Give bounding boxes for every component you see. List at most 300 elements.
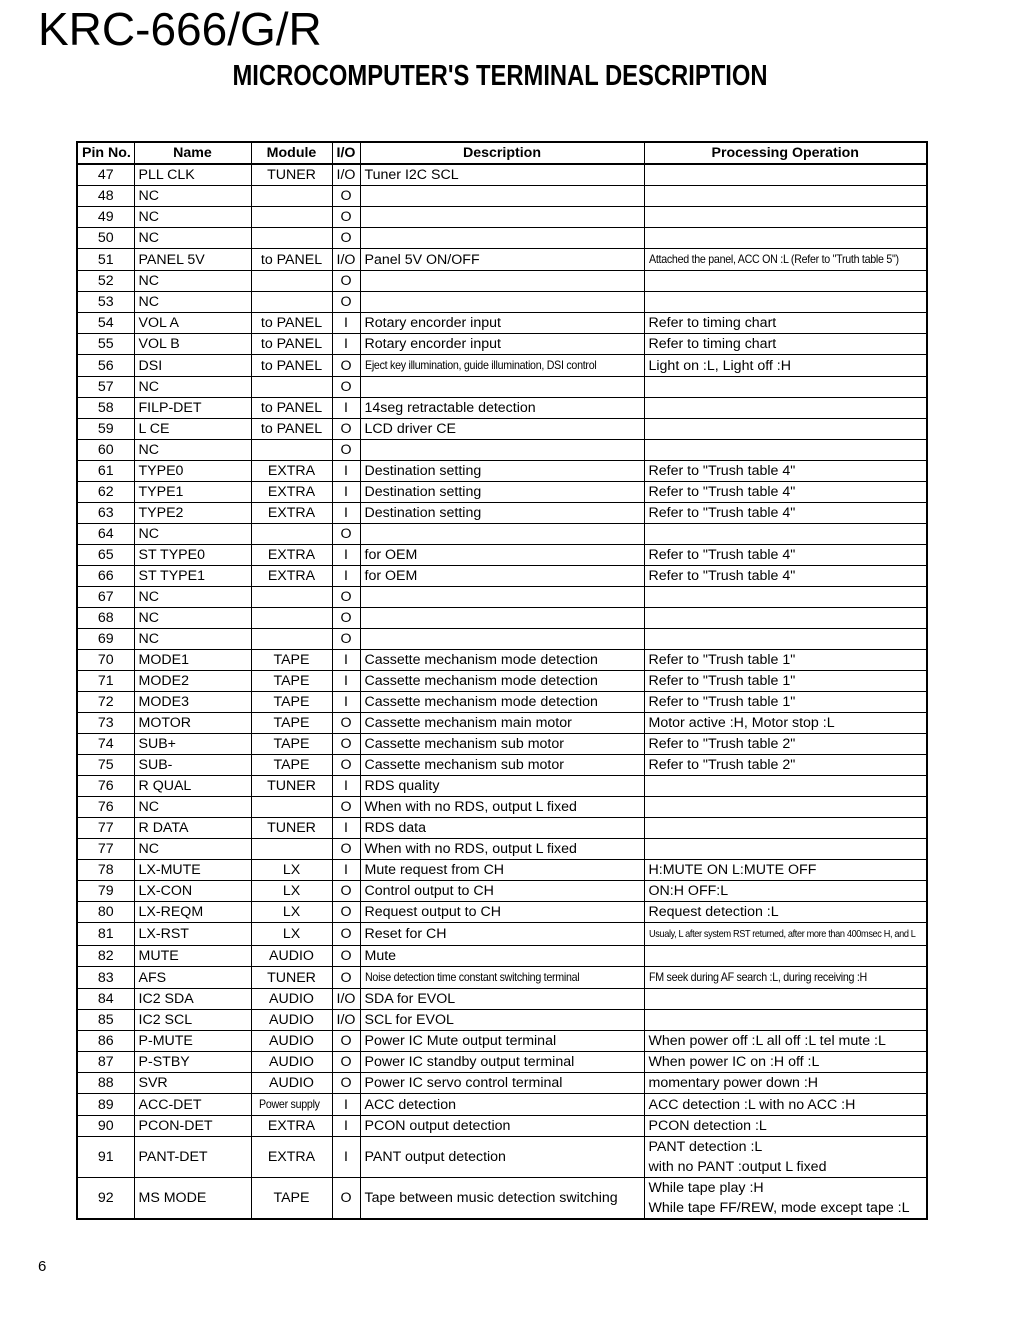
cell-name xyxy=(134,671,251,692)
cell-description xyxy=(360,629,644,650)
table-row xyxy=(77,1010,927,1031)
cell-name xyxy=(134,292,251,313)
cell-processing xyxy=(644,503,927,524)
cell-module xyxy=(251,818,332,839)
cell-io xyxy=(332,419,360,440)
cell-processing xyxy=(644,839,927,860)
cell-description xyxy=(360,419,644,440)
cell-module-text: LX xyxy=(282,862,301,878)
cell-processing xyxy=(644,629,927,650)
table-row xyxy=(77,1031,927,1052)
cell-name-text: IC2 SCL xyxy=(138,1012,193,1028)
cell-description-text: When with no RDS, output L fixed xyxy=(364,799,577,815)
cell-module-text: EXTRA xyxy=(267,547,316,563)
cell-io-text: O xyxy=(340,926,352,942)
cell-io xyxy=(332,860,360,881)
cell-description xyxy=(360,839,644,860)
cell-name xyxy=(134,989,251,1010)
cell-name-text: MODE3 xyxy=(138,694,189,710)
cell-io-text: O xyxy=(340,715,352,731)
table-row xyxy=(77,967,927,989)
cell-io xyxy=(332,186,360,207)
cell-module xyxy=(251,671,332,692)
cell-name-text: NC xyxy=(138,230,159,246)
cell-io-text: O xyxy=(340,526,352,542)
cell-pin-text: 83 xyxy=(97,969,114,986)
cell-io xyxy=(332,164,360,186)
model-title: KRC-666/G/R xyxy=(38,3,322,55)
table-row xyxy=(77,608,927,629)
cell-processing xyxy=(644,313,927,334)
cell-description xyxy=(360,818,644,839)
cell-description xyxy=(360,797,644,818)
cell-processing-text: ACC detection :L with no ACC :H xyxy=(648,1096,856,1113)
table-row xyxy=(77,776,927,797)
cell-name-text: NC xyxy=(138,273,159,289)
cell-name xyxy=(134,313,251,334)
cell-description-text: Noise detection time constant switching terminal xyxy=(364,971,579,984)
col-header-description: Description xyxy=(360,142,644,164)
cell-processing-text: Refer to "Trush table 4" xyxy=(648,505,796,521)
cell-pin-text: 73 xyxy=(97,715,114,731)
terminal-table xyxy=(76,141,928,1220)
cell-pin xyxy=(77,881,134,902)
cell-processing xyxy=(644,271,927,292)
cell-processing xyxy=(644,650,927,671)
cell-pin-text: 58 xyxy=(97,400,114,416)
table-row xyxy=(77,164,927,186)
cell-pin xyxy=(77,164,134,186)
cell-io xyxy=(332,207,360,228)
cell-processing xyxy=(644,398,927,419)
cell-io-text: I/O xyxy=(336,167,356,183)
cell-pin-text: 82 xyxy=(97,948,114,964)
cell-description xyxy=(360,1178,644,1220)
cell-processing-text: Refer to "Trush table 1" xyxy=(648,673,796,689)
cell-pin-text: 92 xyxy=(97,1190,114,1206)
col-header-processing: Processing Operation xyxy=(644,142,927,164)
cell-processing-text: When power off :L all off :L tel mute :L xyxy=(648,1033,886,1049)
cell-pin xyxy=(77,377,134,398)
cell-name xyxy=(134,967,251,989)
cell-description xyxy=(360,207,644,228)
cell-processing-text: Refer to "Trush table 4" xyxy=(648,484,796,500)
cell-name xyxy=(134,440,251,461)
cell-module xyxy=(251,755,332,776)
cell-name-text: SUB- xyxy=(138,757,173,773)
cell-processing-text: Motor active :H, Motor stop :L xyxy=(648,715,835,731)
cell-processing xyxy=(644,524,927,545)
cell-processing xyxy=(644,755,927,776)
table-row xyxy=(77,629,927,650)
cell-module xyxy=(251,545,332,566)
table-row xyxy=(77,650,927,671)
cell-io-text: O xyxy=(340,799,352,815)
cell-pin xyxy=(77,503,134,524)
cell-name xyxy=(134,713,251,734)
table-row xyxy=(77,377,927,398)
cell-pin xyxy=(77,692,134,713)
cell-io-text: O xyxy=(340,273,352,289)
cell-processing xyxy=(644,671,927,692)
cell-processing-text: FM seek during AF search :L, during receiving :H xyxy=(648,971,867,984)
cell-io-text: O xyxy=(340,736,352,752)
cell-processing-text: Refer to "Trush table 4" xyxy=(648,463,796,479)
table-header-row xyxy=(77,142,927,164)
cell-module xyxy=(251,1031,332,1052)
cell-io xyxy=(332,1031,360,1052)
cell-pin xyxy=(77,902,134,923)
cell-pin-text: 54 xyxy=(97,315,114,331)
table-row xyxy=(77,545,927,566)
cell-description xyxy=(360,377,644,398)
cell-io-text: I/O xyxy=(336,1012,356,1028)
cell-description-text: Reset for CH xyxy=(364,926,447,942)
cell-module-text: TAPE xyxy=(273,715,310,731)
cell-description-text: Mute xyxy=(364,948,397,964)
table-row xyxy=(77,860,927,881)
cell-processing xyxy=(644,461,927,482)
table-row xyxy=(77,461,927,482)
cell-pin xyxy=(77,545,134,566)
cell-pin xyxy=(77,860,134,881)
cell-description-text: Power IC Mute output terminal xyxy=(364,1033,557,1049)
table-row xyxy=(77,186,927,207)
cell-processing-line: While tape FF/REW, mode except tape :L xyxy=(648,1200,910,1216)
table-row xyxy=(77,587,927,608)
cell-pin xyxy=(77,734,134,755)
table-row xyxy=(77,524,927,545)
cell-pin-text: 77 xyxy=(97,841,114,857)
cell-pin xyxy=(77,207,134,228)
cell-processing xyxy=(644,186,927,207)
cell-name xyxy=(134,839,251,860)
cell-name-text: L CE xyxy=(138,421,170,437)
cell-pin-text: 61 xyxy=(97,463,114,479)
cell-processing xyxy=(644,776,927,797)
cell-module-text: to PANEL xyxy=(260,251,323,268)
cell-pin-text: 64 xyxy=(97,526,114,542)
cell-module-text: TAPE xyxy=(273,652,310,668)
cell-name-text: VOL A xyxy=(138,315,179,331)
cell-pin-text: 78 xyxy=(97,862,114,878)
cell-processing xyxy=(644,860,927,881)
cell-pin xyxy=(77,1137,134,1178)
cell-module-text: Power supply xyxy=(258,1098,320,1111)
cell-pin xyxy=(77,1052,134,1073)
cell-processing xyxy=(644,923,927,946)
table-row xyxy=(77,797,927,818)
cell-description-text: Mute request from CH xyxy=(364,862,505,878)
cell-pin xyxy=(77,713,134,734)
cell-name xyxy=(134,946,251,967)
cell-pin xyxy=(77,566,134,587)
cell-pin xyxy=(77,271,134,292)
cell-module xyxy=(251,440,332,461)
cell-processing-line: with no PANT :output L fixed xyxy=(648,1159,827,1175)
cell-description xyxy=(360,440,644,461)
cell-io xyxy=(332,271,360,292)
cell-description-text: Tuner I2C SCL xyxy=(364,167,459,183)
cell-name-text: DSI xyxy=(138,357,163,374)
cell-processing xyxy=(644,1010,927,1031)
cell-module xyxy=(251,334,332,355)
cell-name xyxy=(134,776,251,797)
cell-pin-text: 60 xyxy=(97,442,114,458)
cell-processing-text: Refer to "Trush table 2" xyxy=(648,736,796,752)
cell-name xyxy=(134,587,251,608)
cell-module xyxy=(251,1116,332,1137)
table-row xyxy=(77,713,927,734)
cell-name xyxy=(134,207,251,228)
cell-module-text: to PANEL xyxy=(260,421,323,437)
cell-description xyxy=(360,881,644,902)
cell-pin-text: 89 xyxy=(97,1096,114,1113)
cell-io xyxy=(332,608,360,629)
cell-io xyxy=(332,482,360,503)
cell-name-text: MOTOR xyxy=(138,715,192,731)
cell-description xyxy=(360,164,644,186)
cell-processing xyxy=(644,797,927,818)
cell-name xyxy=(134,692,251,713)
cell-description xyxy=(360,292,644,313)
cell-pin xyxy=(77,334,134,355)
cell-pin-text: 74 xyxy=(97,736,114,752)
cell-io xyxy=(332,461,360,482)
cell-module xyxy=(251,967,332,989)
table-row xyxy=(77,482,927,503)
cell-pin-text: 70 xyxy=(97,652,114,668)
cell-module xyxy=(251,1052,332,1073)
cell-name xyxy=(134,524,251,545)
cell-io xyxy=(332,545,360,566)
cell-module-text: AUDIO xyxy=(269,991,314,1007)
cell-pin-text: 51 xyxy=(97,251,114,268)
table-row xyxy=(77,419,927,440)
cell-description xyxy=(360,671,644,692)
cell-io xyxy=(332,1137,360,1178)
table-row xyxy=(77,1094,927,1116)
cell-module-text: TAPE xyxy=(273,694,310,710)
cell-description xyxy=(360,608,644,629)
cell-pin xyxy=(77,1116,134,1137)
cell-processing-text: When power IC on :H off :L xyxy=(648,1054,820,1070)
cell-pin xyxy=(77,923,134,946)
cell-name xyxy=(134,1116,251,1137)
cell-module xyxy=(251,164,332,186)
cell-pin xyxy=(77,355,134,377)
cell-pin xyxy=(77,587,134,608)
table-row xyxy=(77,839,927,860)
cell-io-text: I xyxy=(344,862,348,878)
cell-pin-text: 67 xyxy=(97,589,114,605)
cell-name xyxy=(134,860,251,881)
cell-module xyxy=(251,776,332,797)
table-row xyxy=(77,671,927,692)
cell-processing-text: Refer to timing chart xyxy=(648,315,777,331)
cell-pin xyxy=(77,1031,134,1052)
cell-processing-text: Refer to "Trush table 1" xyxy=(648,694,796,710)
cell-io xyxy=(332,1178,360,1220)
cell-io xyxy=(332,334,360,355)
cell-io-text: I xyxy=(344,1149,348,1165)
cell-io xyxy=(332,228,360,249)
cell-name xyxy=(134,734,251,755)
cell-module xyxy=(251,249,332,271)
cell-description xyxy=(360,1010,644,1031)
cell-pin xyxy=(77,482,134,503)
cell-module xyxy=(251,692,332,713)
cell-description xyxy=(360,524,644,545)
cell-description xyxy=(360,545,644,566)
cell-description xyxy=(360,482,644,503)
cell-module-text: AUDIO xyxy=(269,948,314,964)
cell-io xyxy=(332,1073,360,1094)
cell-pin-text: 53 xyxy=(97,294,114,310)
cell-module-text: to PANEL xyxy=(260,400,323,416)
cell-name xyxy=(134,629,251,650)
cell-io xyxy=(332,692,360,713)
cell-name xyxy=(134,249,251,271)
cell-module xyxy=(251,1094,332,1116)
cell-name-text: PANT-DET xyxy=(138,1149,208,1165)
cell-io-text: I xyxy=(344,1118,348,1134)
cell-name-text: LX-CON xyxy=(138,883,193,899)
cell-io-text: I xyxy=(344,336,348,352)
cell-description xyxy=(360,566,644,587)
cell-pin-text: 72 xyxy=(97,694,114,710)
cell-processing xyxy=(644,587,927,608)
cell-pin-text: 50 xyxy=(97,230,114,246)
cell-description-text: Cassette mechanism mode detection xyxy=(364,652,598,668)
cell-module xyxy=(251,355,332,377)
cell-description xyxy=(360,713,644,734)
cell-pin xyxy=(77,776,134,797)
cell-name-text: MUTE xyxy=(138,948,179,964)
cell-module xyxy=(251,902,332,923)
cell-pin-text: 68 xyxy=(97,610,114,626)
cell-processing xyxy=(644,377,927,398)
cell-module xyxy=(251,860,332,881)
page-number: 6 xyxy=(38,1258,47,1275)
cell-processing-text: Request detection :L xyxy=(648,904,779,920)
cell-name-text: NC xyxy=(138,188,159,204)
cell-pin xyxy=(77,440,134,461)
cell-pin-text: 48 xyxy=(97,188,114,204)
cell-processing xyxy=(644,818,927,839)
cell-processing xyxy=(644,692,927,713)
cell-description xyxy=(360,776,644,797)
cell-processing xyxy=(644,1094,927,1116)
cell-pin xyxy=(77,398,134,419)
cell-description-text: Power IC standby output terminal xyxy=(364,1054,575,1070)
cell-io xyxy=(332,797,360,818)
col-header-module: Module xyxy=(251,142,332,164)
table-row xyxy=(77,1137,927,1178)
table-row xyxy=(77,1116,927,1137)
cell-module xyxy=(251,608,332,629)
cell-description-text: 14seg retractable detection xyxy=(364,400,536,416)
cell-processing xyxy=(644,164,927,186)
cell-description-text: for OEM xyxy=(364,568,418,584)
cell-processing xyxy=(644,1073,927,1094)
cell-io-text: O xyxy=(340,904,352,920)
cell-name-text: NC xyxy=(138,379,159,395)
cell-io-text: O xyxy=(340,757,352,773)
cell-description xyxy=(360,334,644,355)
cell-pin xyxy=(77,461,134,482)
cell-processing xyxy=(644,1137,927,1178)
cell-pin xyxy=(77,629,134,650)
cell-module xyxy=(251,1178,332,1220)
cell-io xyxy=(332,776,360,797)
cell-pin-text: 81 xyxy=(97,926,114,942)
cell-io-text: O xyxy=(340,841,352,857)
cell-name-text: NC xyxy=(138,589,159,605)
cell-description xyxy=(360,313,644,334)
cell-name-text: TYPE0 xyxy=(138,463,184,479)
cell-pin-text: 55 xyxy=(97,336,114,352)
cell-name xyxy=(134,355,251,377)
cell-io xyxy=(332,734,360,755)
cell-name xyxy=(134,545,251,566)
cell-processing-text: ON:H OFF:L xyxy=(648,883,729,899)
cell-io-text: I xyxy=(344,315,348,331)
cell-io-text: O xyxy=(340,442,352,458)
cell-io xyxy=(332,967,360,989)
cell-pin xyxy=(77,1094,134,1116)
cell-module-text: EXTRA xyxy=(267,484,316,500)
cell-name-text: P-MUTE xyxy=(138,1033,193,1049)
cell-module xyxy=(251,1010,332,1031)
cell-processing-text: H:MUTE ON L:MUTE OFF xyxy=(648,862,817,878)
table-row xyxy=(77,755,927,776)
cell-description xyxy=(360,186,644,207)
cell-name xyxy=(134,228,251,249)
cell-pin xyxy=(77,1010,134,1031)
cell-processing xyxy=(644,419,927,440)
cell-module xyxy=(251,461,332,482)
cell-io-text: I xyxy=(344,400,348,416)
cell-description xyxy=(360,755,644,776)
cell-name-text: TYPE2 xyxy=(138,505,184,521)
cell-description-text: Cassette mechanism mode detection xyxy=(364,694,598,710)
cell-description-text: Cassette mechanism mode detection xyxy=(364,673,598,689)
cell-io-text: O xyxy=(340,294,352,310)
cell-description-text: PCON output detection xyxy=(364,1118,511,1134)
cell-io-text: O xyxy=(340,883,352,899)
cell-pin-text: 90 xyxy=(97,1118,114,1134)
cell-module-text: EXTRA xyxy=(267,568,316,584)
cell-name xyxy=(134,608,251,629)
cell-io-text: I xyxy=(344,694,348,710)
cell-description-text: Destination setting xyxy=(364,484,482,500)
cell-module xyxy=(251,650,332,671)
cell-pin-text: 47 xyxy=(97,167,114,183)
cell-module-text: AUDIO xyxy=(269,1012,314,1028)
cell-io xyxy=(332,1094,360,1116)
cell-module-text: EXTRA xyxy=(267,1118,316,1134)
cell-description-text: Panel 5V ON/OFF xyxy=(364,251,480,268)
cell-io-text: O xyxy=(340,188,352,204)
cell-module-text: TUNER xyxy=(267,969,316,986)
cell-description xyxy=(360,946,644,967)
cell-processing xyxy=(644,249,927,271)
cell-processing xyxy=(644,1031,927,1052)
table-row xyxy=(77,946,927,967)
cell-pin-text: 59 xyxy=(97,421,114,437)
cell-name-text: PLL CLK xyxy=(138,167,195,183)
